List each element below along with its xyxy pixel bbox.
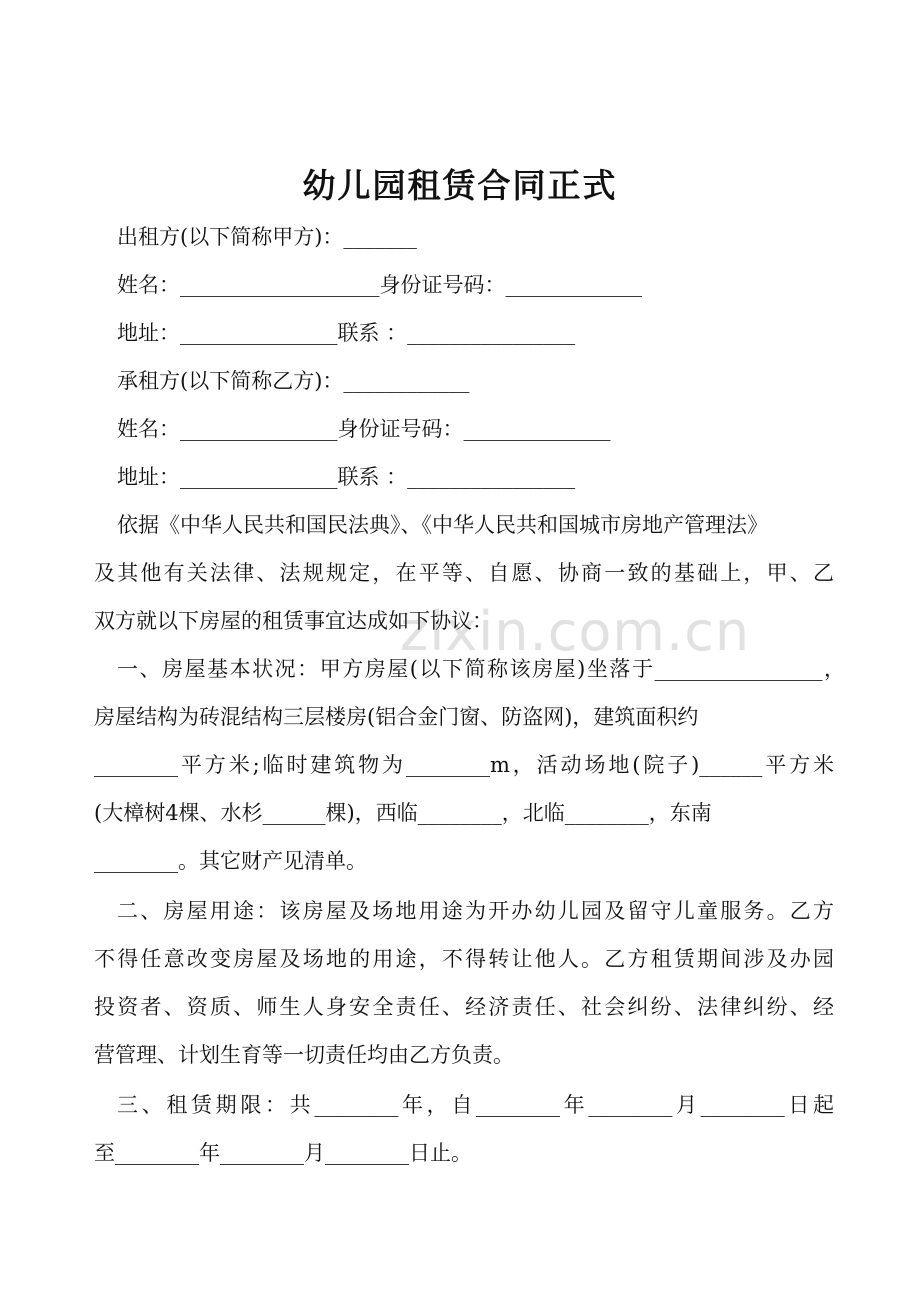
clause-2-line-3: 投资者、资质、师生人身安全责任、经济责任、社会纠纷、法律纠纷、经: [94, 995, 834, 1019]
clause-1-line-1: 一、房屋基本状况：甲方房屋(以下简称该房屋)坐落于________________，: [117, 657, 845, 681]
clause-2-line-2: 不得任意改变房屋及场地的用途，不得转让他人。乙方租赁期间涉及办园: [94, 947, 834, 971]
lessee-name-id: 姓名：_______________身份证号码：______________: [117, 417, 611, 441]
watermark: zixin.com.cn: [400, 600, 751, 663]
lessor-address-contact: 地址：_______________联系 ：________________: [117, 321, 576, 345]
preamble-line-2: 及其他有关法律、法规规定，在平等、自愿、协商一致的基础上，甲、乙: [94, 561, 834, 585]
clause-1-line-5: ________。其它财产见清单。: [94, 849, 367, 873]
clause-2-line-1: 二、房屋用途：该房屋及场地用途为开办幼儿园及留守儿童服务。乙方: [117, 899, 834, 923]
clause-3-line-2: 至________年________月________日止。: [94, 1141, 472, 1165]
lessor-name-id: 姓名：___________________身份证号码：_____________: [117, 273, 642, 297]
clause-1-line-4: (大樟树4棵、水杉______棵)，西临________，北临________，东南: [94, 801, 712, 825]
lessee-address-contact: 地址：_______________联系 ：________________: [117, 465, 576, 489]
clause-1-line-3: ________平方米;临时建筑物为________m，活动场地(院子)______平方米: [94, 753, 834, 777]
lessee-heading: 承租方(以下简称乙方)：____________: [117, 369, 470, 393]
lessor-heading: 出租方(以下简称甲方)：_______: [117, 225, 417, 249]
clause-3-line-1: 三、租赁期限：共________年，自________年________月________日起: [117, 1093, 834, 1117]
document-title: 幼儿园租赁合同正式: [302, 166, 618, 205]
preamble-line-3: 双方就以下房屋的租赁事宜达成如下协议：: [94, 609, 493, 633]
clause-2-line-4: 营管理、计划生育等一切责任均由乙方负责。: [94, 1043, 514, 1067]
preamble-line-1: 依据《中华人民共和国民法典》、《中华人民共和国城市房地产管理法》: [117, 513, 768, 537]
clause-1-line-2: 房屋结构为砖混结构三层楼房(铝合金门窗、防盗网)，建筑面积约: [94, 705, 699, 729]
